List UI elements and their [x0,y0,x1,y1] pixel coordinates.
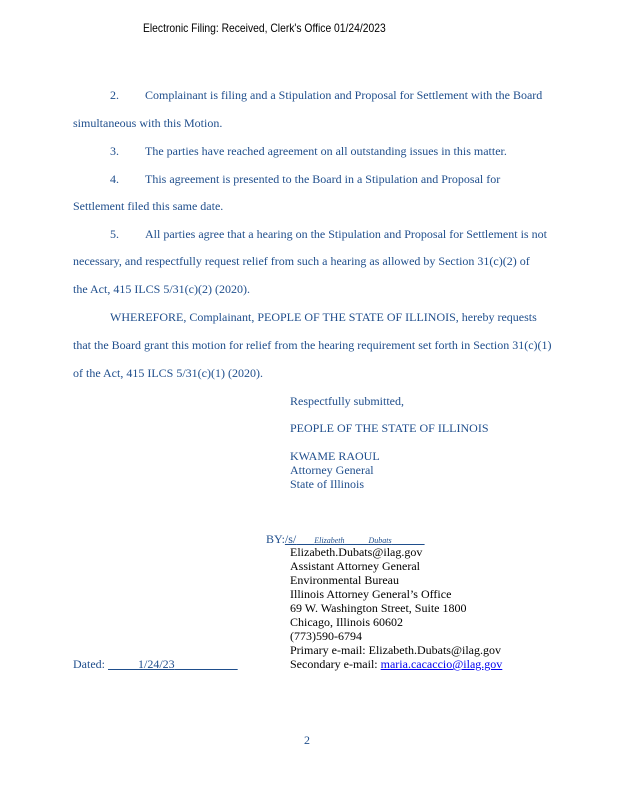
paragraph-line: the Act, 415 ILCS 5/31(c)(2) (2020). [73,282,250,296]
signature-script-last: Dubats [368,536,392,545]
by-label: BY: [266,532,285,546]
paragraph-number: 3. [110,144,119,158]
signer-office: Illinois Attorney General’s Office [290,587,452,601]
wherefore-line: of the Act, 415 ILCS 5/31(c)(1) (2020). [73,366,263,380]
attorney-name: KWAME RAOUL [290,449,380,463]
signer-phone: (773)590-6794 [290,629,362,643]
paragraph-line: simultaneous with this Motion. [73,116,223,130]
signature-script-first: Elizabeth [314,536,345,545]
dated-value-underline [108,657,238,671]
dated-value: 1/24/23 [138,657,175,671]
signature-underline [285,532,425,546]
secondary-email-label: Secondary e-mail: [290,657,381,671]
signer-city: Chicago, Illinois 60602 [290,615,403,629]
secondary-email-row [290,657,502,671]
secondary-email-link[interactable]: maria.cacaccio@ilag.gov [380,657,503,671]
party-name: PEOPLE OF THE STATE OF ILLINOIS [290,421,489,435]
wherefore-line: WHEREFORE, Complainant, PEOPLE OF THE STATE OF ILLINOIS, hereby requests [110,310,537,324]
paragraph-number: 4. [110,172,119,186]
slash-s: /s/ [284,532,297,546]
attorney-title: Attorney General [290,463,374,477]
signer-street: 69 W. Washington Street, Suite 1800 [290,601,467,615]
dated-label: Dated: [73,657,105,671]
paragraph-number: 2. [110,88,119,102]
paragraph-number: 5. [110,227,119,241]
primary-email: Primary e-mail: Elizabeth.Dubats@ilag.gov [290,643,501,657]
attorney-state: State of Illinois [290,477,364,491]
wherefore-line: that the Board grant this motion for relief from the hearing requirement set forth in Section 31(c)(1) [73,338,552,352]
page-number: 2 [304,733,310,747]
electronic-filing-header: Electronic Filing: Received, Clerk's Office 01/24/2023 [143,21,386,35]
signer-title: Assistant Attorney General [290,559,420,573]
paragraph-line: Complainant is filing and a Stipulation and Proposal for Settlement with the Board [145,88,543,102]
signer-email: Elizabeth.Dubats@ilag.gov [290,545,423,559]
paragraph-line: This agreement is presented to the Board in a Stipulation and Proposal for [145,172,501,186]
closing: Respectfully submitted, [290,394,404,408]
paragraph-line: necessary, and respectfully request relief from such a hearing as allowed by Section 31(c)(2) of [73,254,530,268]
paragraph-line: All parties agree that a hearing on the Stipulation and Proposal for Settlement is not [145,227,547,241]
signer-bureau: Environmental Bureau [290,573,399,587]
dated-row [73,657,238,671]
paragraph-line: Settlement filed this same date. [73,199,224,213]
paragraph-line: The parties have reached agreement on all outstanding issues in this matter. [145,144,507,158]
